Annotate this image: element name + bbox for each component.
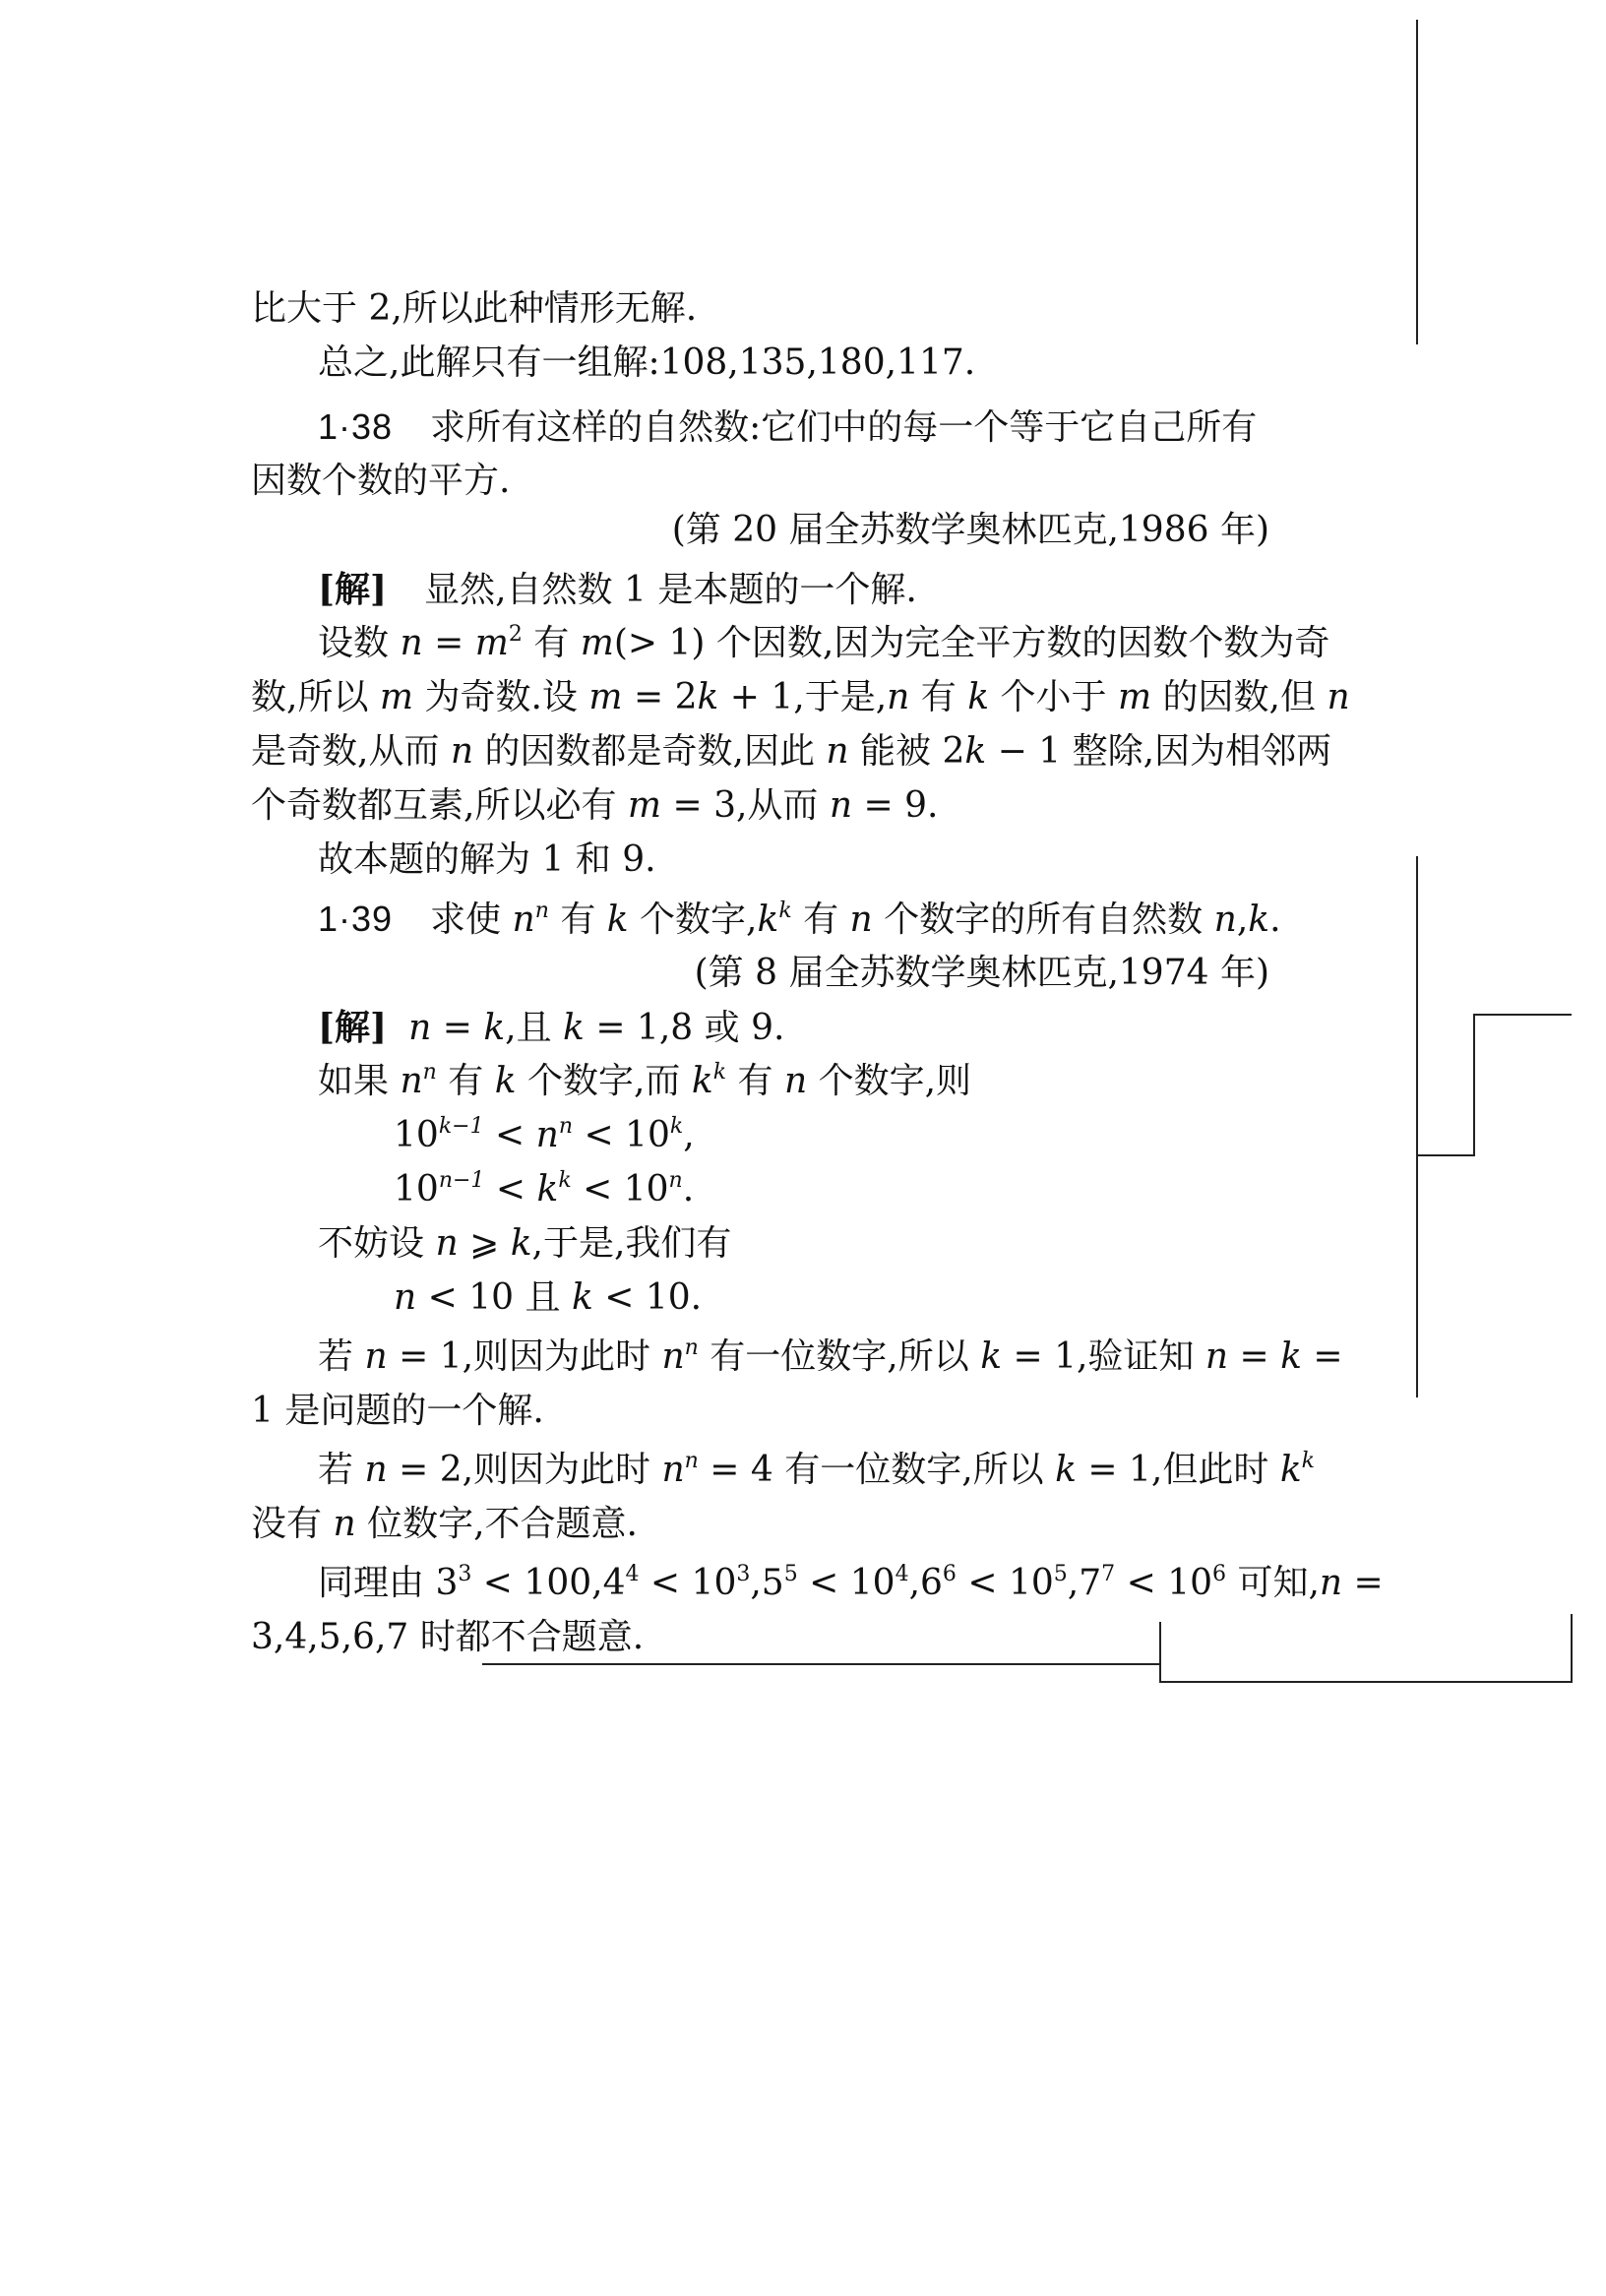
inequality: n < 10 且 k < 10. bbox=[394, 1277, 703, 1318]
text-line: 比大于 2,所以此种情形无解. bbox=[251, 288, 698, 329]
inequality: $10^{k-1} < n^n < 10^k$, bbox=[394, 1114, 695, 1155]
solution-label: [解] bbox=[318, 569, 388, 610]
problem-1-38: 1·38 求所有这样的自然数:它们中的每一个等于它自己所有 bbox=[318, 406, 1258, 448]
text-line: 是奇数,从而 n 的因数都是奇数,因此 n 能被 2k − 1 整除,因为相邻两 bbox=[251, 731, 1332, 772]
text-line: 若 n = 2,则因为此时 $n^n = 4$ 有一位数字,所以 k = 1,但此时 $k^k$ bbox=[318, 1449, 1315, 1490]
text-line: 不妨设 n ⩾ k,于是,我们有 bbox=[318, 1223, 732, 1264]
text-line: 数,所以 m 为奇数.设 m = 2k + 1,于是,n 有 k 个小于 m 的因数,但 n bbox=[251, 677, 1350, 717]
problem-number: 1·39 bbox=[318, 899, 394, 939]
problem-number: 1·38 bbox=[318, 406, 394, 447]
solution-label: [解] bbox=[318, 1007, 388, 1048]
text-line: 如果 $n^n$ 有 k 个数字,而 $k^k$ 有 n 个数字,则 bbox=[318, 1060, 972, 1101]
text-line: 没有 n 位数字,不合题意. bbox=[251, 1504, 638, 1544]
text-line: 总之,此解只有一组解:108,135,180,117. bbox=[318, 342, 976, 383]
text-line: 因数个数的平方. bbox=[251, 461, 511, 501]
source-citation: (第 20 届全苏数学奥林匹克,1986 年) bbox=[671, 510, 1269, 550]
solution-line: [解] n = k,且 k = 1,8 或 9. bbox=[318, 1007, 785, 1048]
text-line: 个奇数都互素,所以必有 m = 3,从而 n = 9. bbox=[251, 785, 939, 826]
source-citation: (第 8 届全苏数学奥林匹克,1974 年) bbox=[694, 953, 1269, 993]
inequality: $10^{n-1} < k^k < 10^n$. bbox=[394, 1168, 695, 1210]
solution-line: [解] 显然,自然数 1 是本题的一个解. bbox=[318, 569, 917, 610]
problem-1-39: 1·39 求使 $n^n$ 有 k 个数字$,k^k$ 有 n 个数字的所有自然数 n,k. bbox=[318, 899, 1281, 940]
text-line: 设数 $n = m^2$ 有 m(> 1) 个因数,因为完全平方数的因数个数为奇 bbox=[318, 622, 1330, 663]
text-line: 若 n = 1,则因为此时 $n^n$ 有一位数字,所以 k = 1,验证知 n = k = bbox=[318, 1335, 1343, 1377]
text-line: 3,4,5,6,7 时都不合题意. bbox=[251, 1617, 645, 1657]
text-line: 故本题的解为 1 和 9. bbox=[318, 839, 656, 880]
text-line: 1 是问题的一个解. bbox=[251, 1391, 544, 1431]
text-line: 同理由 $3^3 < 100,4^4 < 10^3,5^5 < 10^4,6^6 < 10^5,7^7 < 10^6$ 可知,n = bbox=[318, 1562, 1384, 1603]
